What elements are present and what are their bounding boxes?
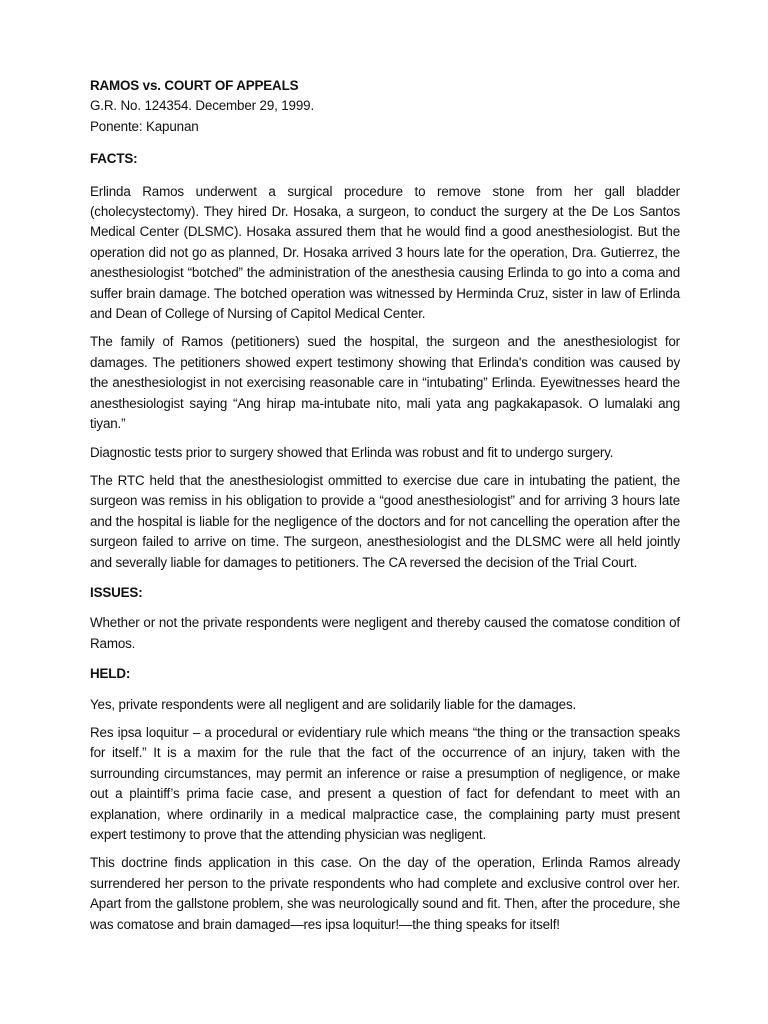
facts-paragraph-4: The RTC held that the anesthesiologist ommitted to exercise due care in intubating the patient, the surgeon was remiss in his obligation to provide a “good anesthesiologist” and for arriving 3 hours late and the hospital is liable for the negligence of the doctors and for not cancelling the operation after the surgeon failed to arrive on time. The surgeon, anesthesiologist and the DLSMC were all held jointly and severally liable for damages to petitioners. The CA reversed the decision of the Trial Court. [90, 472, 680, 570]
issues-heading: ISSUES: [90, 584, 143, 600]
facts-heading: FACTS: [90, 151, 138, 167]
issues-paragraph-1: Whether or not the private respondents were negligent and thereby caused the comatose condition of Ramos. [90, 615, 680, 651]
document-page [90, 76, 680, 935]
case-ponente: Ponente: Kapunan [90, 118, 199, 134]
facts-paragraph-3: Diagnostic tests prior to surgery showed that Erlinda was robust and fit to undergo surgery. [90, 444, 614, 460]
held-paragraph-2: Res ipsa loquitur – a procedural or evidentiary rule which means “the thing or the transaction speaks for itself.” It is a maxim for the rule that the fact of the occurrence of an injury, taken with the surrounding circumstances, may permit an inference or raise a presumption of negligence, or make out a plaintiff’s prima facie case, and present a question of fact for defendant to meet with an explanation, where ordinarily in a medical malpractice case, the complaining party must present expert testimony to prove that the attending physician was negligent. [90, 724, 680, 842]
held-paragraph-3: This doctrine finds application in this case. On the day of the operation, Erlinda Ramos already surrendered her person to the private respondents who had complete and exclusive control over her. Apart from the gallstone problem, she was neurologically sound and fit. Then, after the procedure, she was comatose and brain damaged—res ipsa loquitur!—the thing speaks for itself! [90, 855, 680, 932]
facts-paragraph-2: The family of Ramos (petitioners) sued the hospital, the surgeon and the anesthesiologist for damages. The petitioners showed expert testimony showing that Erlinda's condition was caused by the anesthesiologist in not exercising reasonable care in “intubating” Erlinda. Eyewitnesses heard the anesthesiologist saying “Ang hirap ma-intubate nito, mali yata ang pagkakapasok. O lumalaki ang tiyan.” [90, 334, 680, 432]
held-heading: HELD: [90, 666, 131, 682]
held-paragraph-1: Yes, private respondents were all negligent and are solidarily liable for the damages. [90, 696, 577, 712]
case-title: RAMOS vs. COURT OF APPEALS [90, 78, 299, 93]
case-citation: G.R. No. 124354. December 29, 1999. [90, 98, 315, 114]
facts-paragraph-1: Erlinda Ramos underwent a surgical procedure to remove stone from her gall bladder (cholecystectomy). They hired Dr. Hosaka, a surgeon, to conduct the surgery at the De Los Santos Medical Center (DLSMC). Hosaka assured them that he would find a good anesthesiologist. But the operation did not go as planned, Dr. Hosaka arrived 3 hours late for the operation, Dra. Gutierrez, the anesthesiologist “botched” the administration of the anesthesia causing Erlinda to go into a coma and suffer brain damage. The botched operation was witnessed by Herminda Cruz, sister in law of Erlinda and Dean of College of Nursing of Capitol Medical Center. [90, 183, 680, 322]
